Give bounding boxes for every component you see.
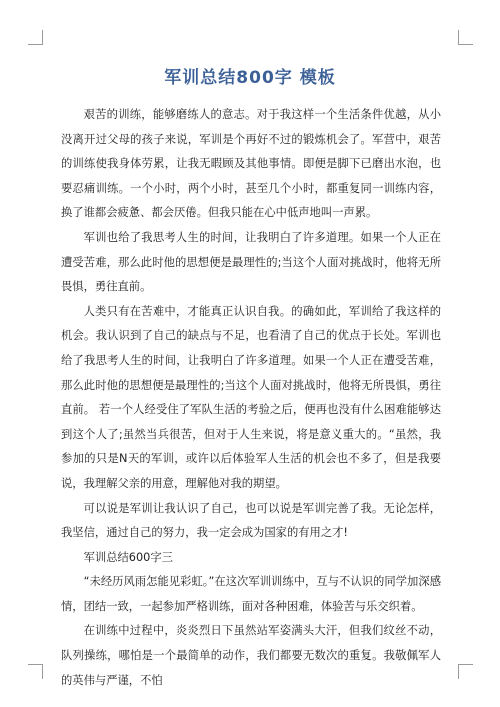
paragraph: 人类只有在苦难中，才能真正认识自我。的确如此，军训给了我这样的机会。我认识到了自己的缺点与不足，也看清了自己的优点于长处。军训也给了我思考人生的时间，让我明白了许多道理。如果一个人正在遭受苦难，那么此时他的思想便是最理性的;当这个人面对挑战时，他将无所畏惧，勇往直前。 若一个人经受住了军队生活的考验之后，便再也没有什么困难能够达到这个人了;虽然当兵很苦，但对于人生来说，将是意义重大的。“虽然，我参加的只是N天的军训，或许以后体验军人生活的机会也不多了，但是我要说，我理解父亲的用意，理解他对我的期望。 (61, 304, 441, 490)
paragraph: 在训练中过程中，炎炎烈日下虽然站军姿满头大汗，但我们纹丝不动，队列操练，哪怕是一个最简单的动作，我们都要无数次的重复。我敬佩军人的英伟与严谨，不怕 (61, 624, 441, 687)
paragraph: “未经历风雨怎能见彩虹。”在这次军训训练中，互与不认识的同学加深感情，团结一致，一起参加严格训练，面对各种困难，体验苦与乐交织着。 (61, 575, 441, 613)
paragraph: 军训也给了我思考人生的时间，让我明白了许多道理。如果一个人正在遭受苦难，那么此时他的思想便是最理性的;当这个人面对挑战时，他将无所畏惧，勇往直前。 (61, 230, 441, 294)
paragraph: 可以说是军训让我认识了自己，也可以说是军训完善了我。无论怎样，我坚信，通过自己的努力，我一定会成为国家的有用之才! (61, 501, 441, 540)
paragraph: 艰苦的训练，能够磨练人的意志。对于我这样一个生活条件优越，从小没离开过父母的孩子来说，军训是个再好不过的锻炼机会了。军营中，艰苦的训练使我身体劳累，让我无暇顾及其他事情。即便是脚下已磨出水泡，也要忍痛训练。一个小时，两个小时，甚至几个小时，都重复同一训练内容，换了谁都会疲惫、都会厌倦。但我只能在心中低声地叫一声累。 (61, 108, 441, 220)
crop-mark-bottom-right (458, 664, 473, 679)
document-body (61, 103, 441, 693)
crop-mark-bottom-left (28, 664, 43, 679)
section-heading: 军训总结600字三 (83, 550, 173, 564)
document-title: 军训总结800字 模板 (164, 68, 336, 88)
crop-mark-top-right (458, 30, 473, 45)
crop-mark-top-left (28, 30, 43, 45)
